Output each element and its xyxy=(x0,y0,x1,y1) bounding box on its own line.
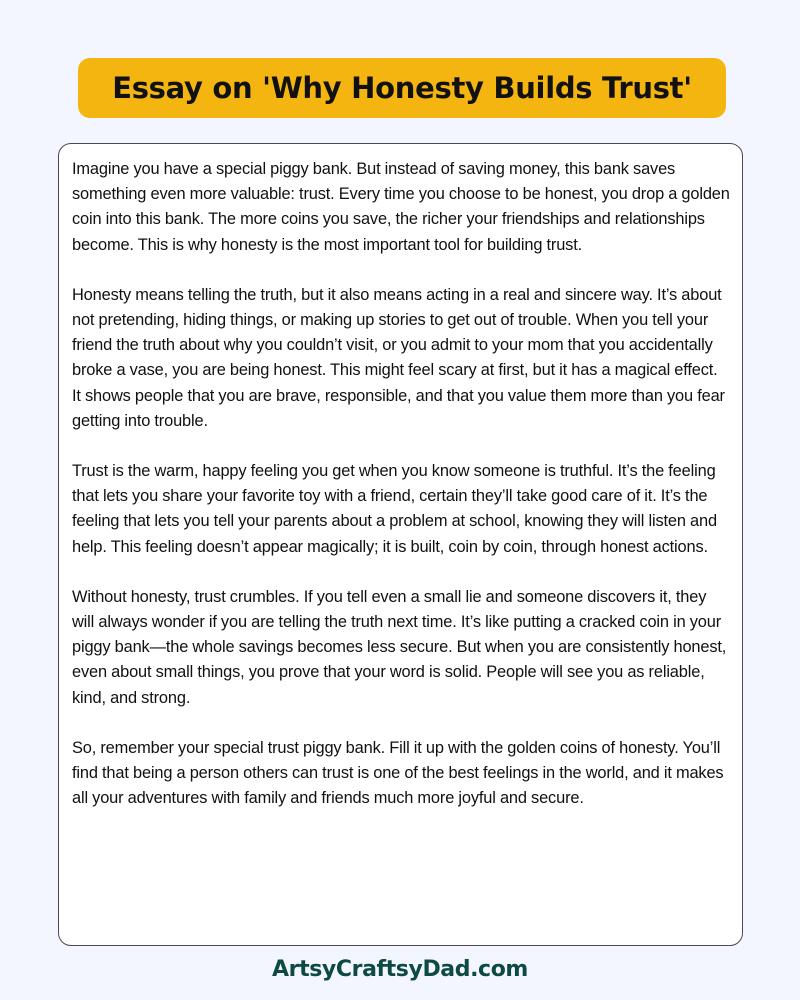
essay-paragraph-1: Imagine you have a special piggy bank. But instead of saving money, this bank saves something even more valuable: trust. Every time you choose to be honest, you drop a golden coin into this bank. The more coins you save, the richer your friendships and relationships become. This is why honesty is the most important tool for building trust. xyxy=(72,160,730,254)
essay-paragraph-3: Trust is the warm, happy feeling you get when you know someone is truthful. It’s the feeling that lets you share your favorite toy with a friend, certain they’ll take good care of it. It’s the feeling that lets you tell your parents about a problem at school, knowing they will listen and help. This feeling doesn’t appear magically; it is built, coin by coin, through honest actions. xyxy=(72,462,717,556)
title-banner xyxy=(78,58,726,118)
page-title: Essay on 'Why Honesty Builds Trust' xyxy=(112,70,692,105)
essay-card xyxy=(58,143,743,946)
essay-paragraph-5: So, remember your special trust piggy bank. Fill it up with the golden coins of honesty. You’ll find that being a person others can trust is one of the best feelings in the world, and it makes all your adventures with family and friends much more joyful and secure. xyxy=(72,738,724,808)
essay-body xyxy=(72,157,730,811)
footer-brand: ArtsyCraftsyDad.com xyxy=(272,957,528,982)
essay-paragraph-4: Without honesty, trust crumbles. If you tell even a small lie and someone discovers it, they will always wonder if you are telling the truth next time. It’s like putting a cracked coin in your piggy bank—the whole savings becomes less secure. But when you are consistently honest, even about small things, you prove that your word is solid. People will see you as reliable, kind, and strong. xyxy=(72,587,727,707)
essay-paragraph-2: Honesty means telling the truth, but it also means acting in a real and sincere way. It’s about not pretending, hiding things, or making up stories to get out of trouble. When you tell your friend the truth about why you couldn’t visit, or you admit to your mom that you accidentally broke a vase, you are being honest. This might feel scary at first, but it has a magical effect. It shows people that you are brave, responsible, and that you value them more than you fear getting into trouble. xyxy=(72,285,725,430)
